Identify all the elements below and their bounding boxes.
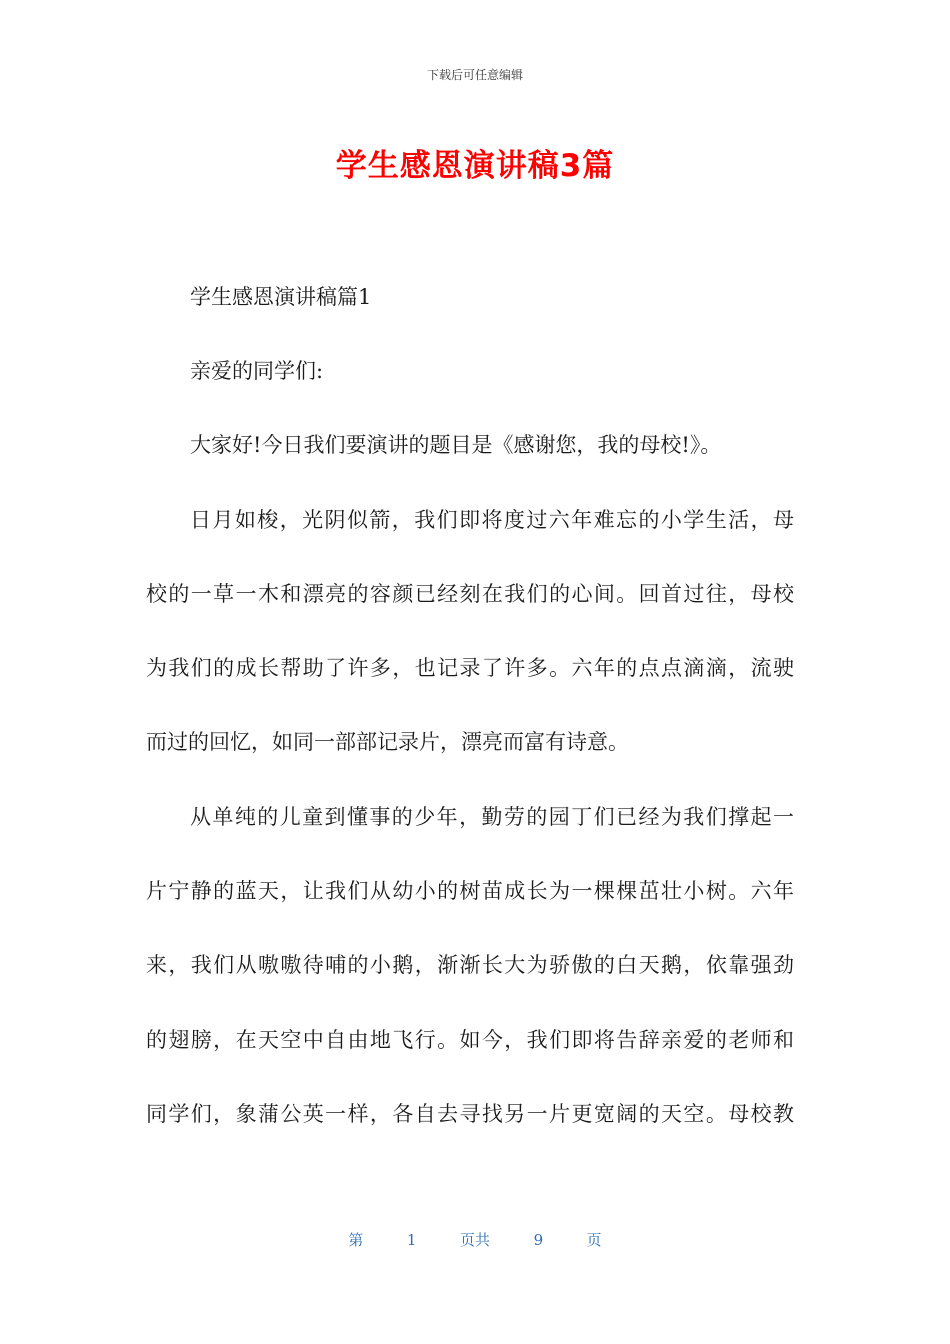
- paragraph-line: 为我们的成长帮助了许多，也记录了许多。六年的点点滴滴，流驶: [146, 656, 794, 680]
- current-page-number: 1: [406, 1231, 417, 1249]
- paragraph-line: 而过的回忆，如同一部部记录片，漂亮而富有诗意。: [146, 730, 629, 754]
- paragraph-line: 的翅膀，在天空中自由地飞行。如今，我们即将告辞亲爱的老师和: [146, 1028, 794, 1052]
- paragraph-line: 同学们，象蒲公英一样，各自去寻找另一片更宽阔的天空。母校教: [146, 1102, 794, 1126]
- paragraph-line: 校的一草一木和漂亮的容颜已经刻在我们的心间。回首过往，母校: [146, 582, 794, 606]
- paragraph-line: 从单纯的儿童到懂事的少年，勤劳的园丁们已经为我们撑起一: [190, 805, 794, 829]
- total-pages-number: 9: [533, 1231, 544, 1249]
- paragraph-line: 大家好!今日我们要演讲的题目是《感谢您，我的母校!》。: [190, 433, 722, 457]
- header-note: 下载后可任意编辑: [426, 68, 523, 82]
- section-heading: 学生感恩演讲稿篇1: [190, 285, 372, 309]
- footer-suffix: 页: [586, 1231, 602, 1249]
- page-footer: [0, 1229, 950, 1250]
- paragraph-line: 来，我们从嗷嗷待哺的小鹅，渐渐长大为骄傲的白天鹅，依靠强劲: [146, 953, 794, 977]
- footer-prefix: 第: [348, 1231, 364, 1249]
- document-title: 学生感恩演讲稿3篇: [335, 148, 615, 184]
- paragraph-line: 日月如梭，光阴似箭，我们即将度过六年难忘的小学生活，母: [190, 508, 794, 532]
- paragraph-line: 片宁静的蓝天，让我们从幼小的树苗成长为一棵棵茁壮小树。六年: [146, 879, 794, 903]
- salutation: 亲爱的同学们:: [190, 359, 324, 383]
- footer-middle: 页共: [459, 1231, 490, 1249]
